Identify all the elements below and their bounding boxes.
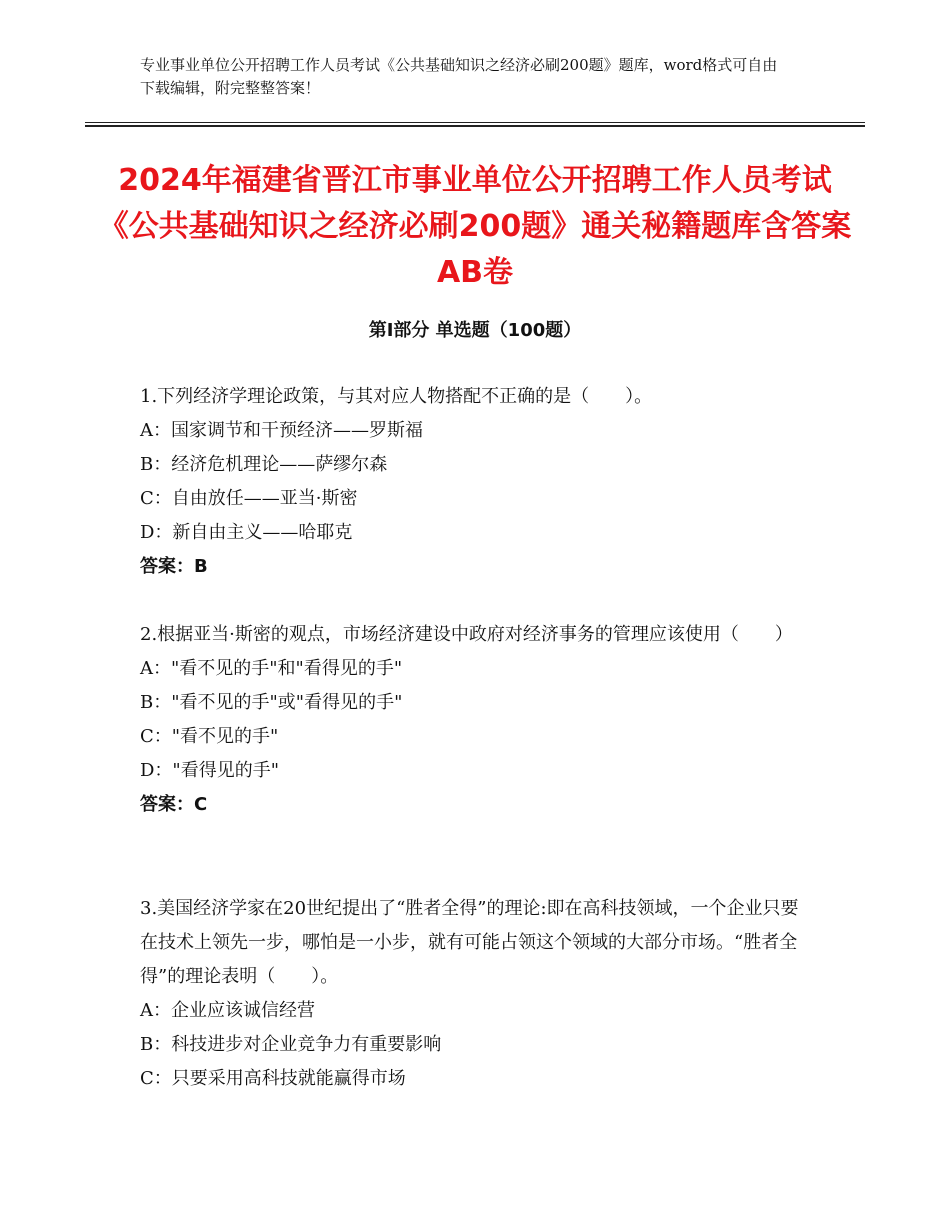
question-stem: 2.根据亚当·斯密的观点，市场经济建设中政府对经济事务的管理应该使用（ ） bbox=[140, 624, 793, 645]
section-heading: 第Ⅰ部分 单选题（100题） bbox=[368, 320, 582, 341]
option-c: C："看不见的手" bbox=[140, 726, 279, 747]
question-1 bbox=[140, 380, 805, 584]
question-3 bbox=[140, 892, 805, 1096]
option-b: B：经济危机理论——萨缪尔森 bbox=[140, 454, 388, 475]
answer-line: 答案：C bbox=[140, 794, 208, 815]
answer-line: 答案：B bbox=[140, 556, 208, 577]
document-title: 2024年福建省晋江市事业单位公开招聘工作人员考试《公共基础知识之经济必刷200题》通关秘籍题库含答案AB卷 bbox=[98, 163, 852, 290]
option-c: C：只要采用高科技就能赢得市场 bbox=[140, 1068, 406, 1089]
option-a: A："看不见的手"和"看得见的手" bbox=[140, 658, 403, 679]
question-2 bbox=[140, 618, 805, 822]
header-rule-thin bbox=[85, 122, 865, 123]
option-b: B："看不见的手"或"看得见的手" bbox=[140, 692, 403, 713]
option-d: D："看得见的手" bbox=[140, 760, 279, 781]
header-rule-thick bbox=[85, 125, 865, 127]
header-note: 专业事业单位公开招聘工作人员考试《公共基础知识之经济必刷200题》题库，word格式可自由下载编辑，附完整整答案！ bbox=[140, 56, 778, 97]
option-d: D：新自由主义——哈耶克 bbox=[140, 522, 353, 543]
option-a: A：企业应该诚信经营 bbox=[140, 1000, 315, 1021]
option-b: B：科技进步对企业竞争力有重要影响 bbox=[140, 1034, 442, 1055]
option-c: C：自由放任——亚当·斯密 bbox=[140, 488, 358, 509]
question-stem: 1.下列经济学理论政策，与其对应人物搭配不正确的是（ ）。 bbox=[140, 386, 653, 407]
question-stem: 3.美国经济学家在20世纪提出了“胜者全得”的理论:即在高科技领域，一个企业只要在技术上领先一步，哪怕是一小步，就有可能占领这个领域的大部分市场。“胜者全得”的理论表明（ ）。 bbox=[140, 898, 799, 987]
option-a: A：国家调节和干预经济——罗斯福 bbox=[140, 420, 423, 441]
